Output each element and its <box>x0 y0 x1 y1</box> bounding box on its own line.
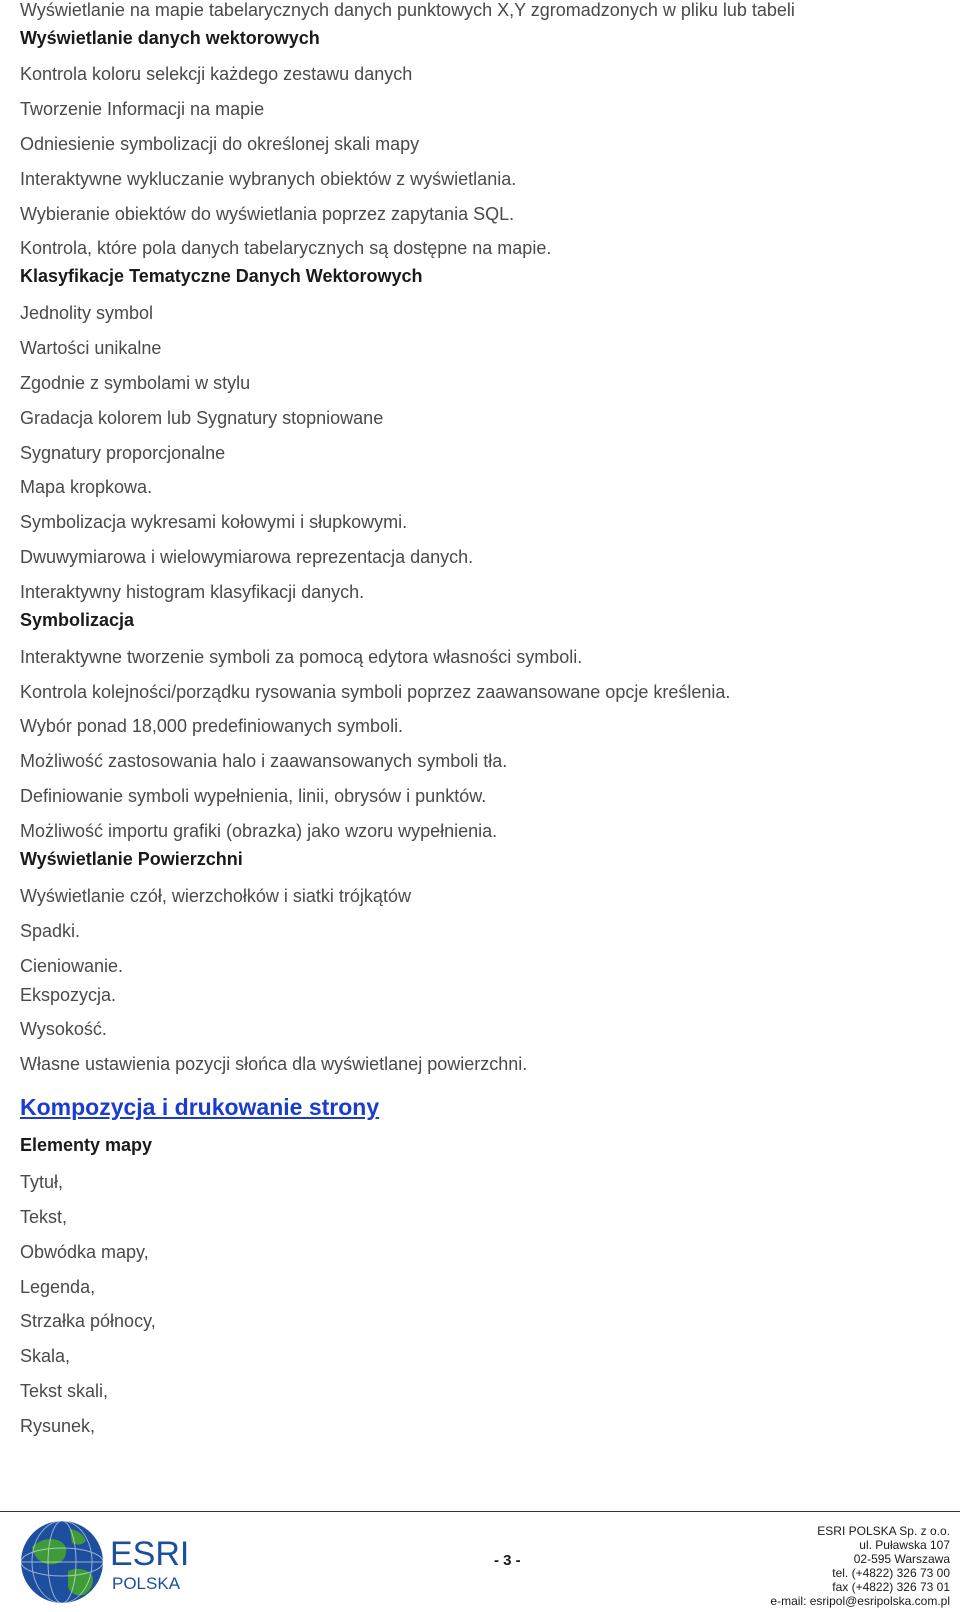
fax: fax (+4822) 326 73 01 <box>832 1580 950 1594</box>
text-line: Legenda, <box>20 1277 96 1297</box>
text-line: Gradacja kolorem lub Sygnatury stopniowane <box>20 408 384 428</box>
subheading: Klasyfikacje Tematyczne Danych Wektorowych <box>20 266 423 286</box>
globe-icon <box>20 1517 200 1607</box>
text-line: Kontrola kolejności/porządku rysowania symboli poprzez zaawansowane opcje kreślenia. <box>20 682 731 702</box>
text-line: Rysunek, <box>20 1416 96 1436</box>
text-line: Wybieranie obiektów do wyświetlania poprzez zapytania SQL. <box>20 204 515 224</box>
subheading: Elementy mapy <box>20 1135 153 1155</box>
text-line: Sygnatury proporcjonalne <box>20 443 226 463</box>
logo-text: ESRI <box>110 1535 190 1573</box>
text-line: Wyświetlanie na mapie tabelarycznych danych punktowych X,Y zgromadzonych w pliku lub tabeli <box>20 0 795 20</box>
text-line: Tekst skali, <box>20 1381 109 1401</box>
text-line: Kontrola koloru selekcji każdego zestawu danych <box>20 64 413 84</box>
page-number: - 3 - <box>494 1552 521 1569</box>
text-line: Własne ustawienia pozycji słońca dla wyświetlanej powierzchni. <box>20 1054 528 1074</box>
text-line: Wyświetlanie czół, wierzchołków i siatki trójkątów <box>20 886 411 906</box>
text-line: Definiowanie symboli wypełnienia, linii, obrysów i punktów. <box>20 786 487 806</box>
text-line: Spadki. <box>20 921 81 941</box>
subheading: Wyświetlanie Powierzchni <box>20 849 243 869</box>
text-line: Zgodnie z symbolami w stylu <box>20 373 251 393</box>
footer-divider <box>0 1511 960 1512</box>
text-line: Dwuwymiarowa i wielowymiarowa reprezentacja danych. <box>20 547 474 567</box>
text-line: Strzałka północy, <box>20 1311 156 1331</box>
street: ul. Puławska 107 <box>859 1538 950 1552</box>
text-line: Tekst, <box>20 1207 68 1227</box>
text-line: Ekspozycja. <box>20 985 117 1005</box>
text-line: Mapa kropkowa. <box>20 477 153 497</box>
email[interactable]: e-mail: esripol@esripolska.com.pl <box>770 1594 950 1608</box>
text-line: Tworzenie Informacji na mapie <box>20 99 265 119</box>
text-line: Interaktywny histogram klasyfikacji danych. <box>20 582 365 602</box>
section-heading-link[interactable]: Kompozycja i drukowanie strony <box>20 1094 380 1120</box>
text-line: Tytuł, <box>20 1172 64 1192</box>
text-line: Możliwość importu grafiki (obrazka) jako wzoru wypełnienia. <box>20 821 498 841</box>
text-line: Interaktywne tworzenie symboli za pomocą edytora własności symboli. <box>20 647 583 667</box>
city: 02-595 Warszawa <box>853 1552 950 1566</box>
company-name: ESRI POLSKA Sp. z o.o. <box>817 1524 950 1538</box>
text-line: Kontrola, które pola danych tabelarycznych są dostępne na mapie. <box>20 238 552 258</box>
text-line: Interaktywne wykluczanie wybranych obiektów z wyświetlania. <box>20 169 517 189</box>
text-line: Wartości unikalne <box>20 338 162 358</box>
esri-polska-logo <box>20 1517 200 1607</box>
text-line: Odniesienie symbolizacji do określonej skali mapy <box>20 134 420 154</box>
subheading: Wyświetlanie danych wektorowych <box>20 28 320 48</box>
company-address <box>770 1524 950 1608</box>
text-line: Obwódka mapy, <box>20 1242 149 1262</box>
text-line: Skala, <box>20 1346 71 1366</box>
telephone: tel. (+4822) 326 73 00 <box>832 1566 950 1580</box>
text-line: Wybór ponad 18,000 predefiniowanych symboli. <box>20 716 404 736</box>
logo-subtext: POLSKA <box>112 1574 181 1593</box>
text-line: Wysokość. <box>20 1019 107 1039</box>
subheading: Symbolizacja <box>20 610 135 630</box>
text-line: Możliwość zastosowania halo i zaawansowanych symboli tła. <box>20 751 508 771</box>
text-line: Symbolizacja wykresami kołowymi i słupkowymi. <box>20 512 408 532</box>
text-line: Jednolity symbol <box>20 303 154 323</box>
text-line: Cieniowanie. <box>20 956 124 976</box>
